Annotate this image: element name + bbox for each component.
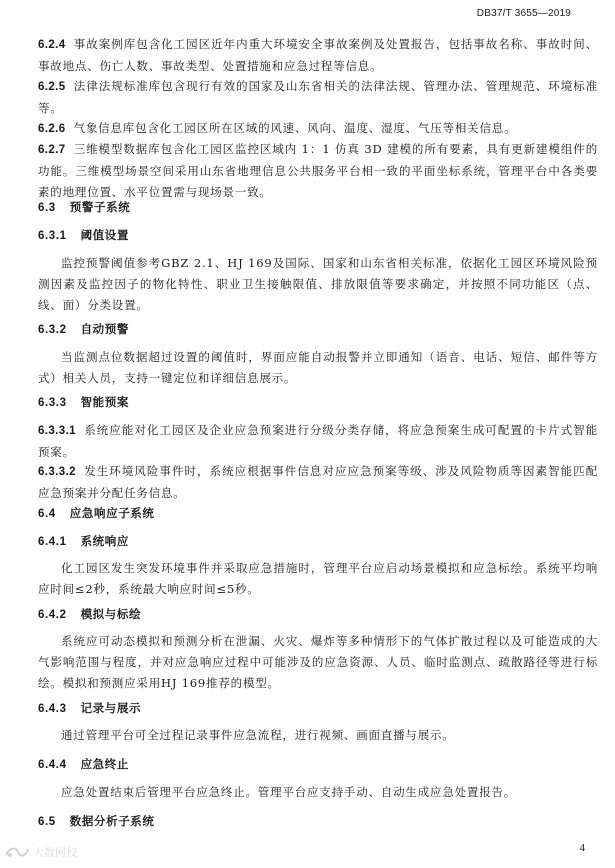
section-heading-6-3 [38,197,130,219]
paragraph-6-3-2: 当监测点位数据超过设置的阈值时，界面应能自动报警并立即通知（语音、电话、短信、邮件等方式）相关人员，支持一键定位和详细信息展示。 [38,350,598,385]
clause-6-3-3-2 [38,461,598,504]
section-heading-6-4 [38,503,155,525]
section-number: 6.3.1 [38,230,67,242]
clause-text: 法律法规标准库包含现行有效的国家及山东省相关的法律法规、管理办法、管理规范、环境标准等。 [38,79,598,115]
clause-6-2-5 [38,76,598,119]
document-code: DB37/T 3655—2019 [476,8,571,19]
section-heading-6-4-4 [38,754,129,776]
section-number: 6.4.3 [38,703,67,715]
clause-text: 事故案例库包含化工园区近年内重大环境安全事故案例及处置报告，包括事故名称、事故时间、事故地点、伤亡人数、事故类型、处置措施和应急过程等信息。 [38,37,598,73]
clause-6-3-3-1 [38,420,598,463]
section-heading-6-3-1 [38,225,129,247]
paragraph-6-3-1: 监控预警阈值参考GBZ 2.1、HJ 169及国际、国家和山东省相关标准，依据化工园区环境风险预测因素及监控因子的物化特性、职业卫生接触限值、排放限值等要求确定，并按照不同功能区（点、线、面）分类设置。 [38,256,598,312]
section-number: 6.5 [38,816,56,828]
clause-6-2-6 [38,118,598,140]
clause-number: 6.3.3.1 [38,425,76,437]
section-title: 模拟与标绘 [80,607,142,621]
watermark-text: 大数网校 [33,846,77,859]
section-number: 6.3 [38,202,56,214]
clause-text: 发生环境风险事件时，系统应根据事件信息对应应急预案等级、涉及风险物质等因素智能匹配应急预案并分配任务信息。 [38,464,598,500]
section-title: 智能预案 [80,395,129,409]
clause-number: 6.2.6 [38,123,66,135]
section-title: 系统响应 [80,534,129,548]
page-number: 4 [579,842,585,854]
section-number: 6.4.1 [38,536,67,548]
watermark [4,844,77,860]
section-number: 6.3.3 [38,397,67,409]
section-heading-6-4-1 [38,531,129,553]
clause-6-2-7 [38,139,598,203]
section-number: 6.4.4 [38,759,67,771]
paragraph-6-4-1: 化工园区发生突发环境事件并采取应急措施时，管理平台应启动场景模拟和应急标绘。系统平均响应时间≤2秒，系统最大响应时间≤5秒。 [38,561,598,596]
section-title: 预警子系统 [69,200,131,214]
section-heading-6-4-3 [38,698,141,720]
section-number: 6.4 [38,508,56,520]
clause-number: 6.3.3.2 [38,466,76,478]
section-title: 数据分析子系统 [69,814,155,828]
clause-6-2-4 [38,34,598,77]
clause-number: 6.2.4 [38,39,66,51]
section-title: 应急响应子系统 [69,506,155,520]
section-title: 阈值设置 [80,228,129,242]
paragraph-6-4-4: 应急处置结束后管理平台应急终止。管理平台应支持手动、自动生成应急处置报告。 [61,785,517,799]
clause-text: 气象信息库包含化工园区所在区域的风速、风向、温度、湿度、气压等相关信息。 [73,121,517,135]
section-heading-6-4-2 [38,604,141,626]
clause-text: 系统应能对化工园区及企业应急预案进行分级分类存储，将应急预案生成可配置的卡片式智能预案。 [38,423,598,459]
section-heading-6-3-3 [38,392,129,414]
clause-number: 6.2.7 [38,144,66,156]
section-title: 自动预警 [80,322,129,336]
section-heading-6-5 [38,811,155,833]
paragraph-6-4-2: 系统应可动态模拟和预测分析在泄漏、火灾、爆炸等多种情形下的气体扩散过程以及可能造成的大气影响范围与程度，并对应急响应过程中可能涉及的应急资源、人员、临时监测点、疏散路径等进行标绘。模拟和预测应采用HJ 169推荐的模型。 [38,634,598,690]
section-number: 6.3.2 [38,324,67,336]
watermark-logo-icon [4,845,30,859]
section-title: 记录与展示 [80,701,142,715]
section-number: 6.4.2 [38,609,67,621]
section-title: 应急终止 [80,757,129,771]
paragraph-6-4-3: 通过管理平台可全过程记录事件应急流程，进行视频、画面直播与展示。 [61,728,455,742]
section-heading-6-3-2 [38,319,129,341]
clause-text: 三维模型数据库包含化工园区监控区域内 1：1 仿真 3D 建模的所有要素，具有更新建模组件的功能。三维模型场景空间采用山东省地理信息公共服务平台相一致的平面坐标系统，管理平台中各类要素的地理位置、水平位置需与现场景一致。 [38,142,598,199]
clause-number: 6.2.5 [38,81,66,93]
